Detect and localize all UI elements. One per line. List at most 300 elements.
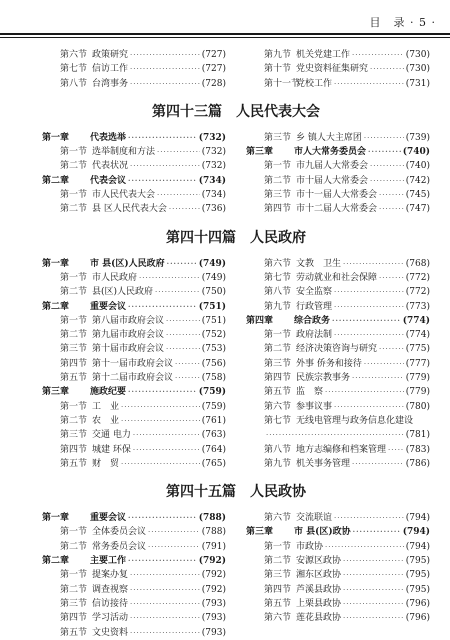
- dot-leader: [343, 597, 404, 611]
- dot-leader: [130, 583, 200, 597]
- part-name: 人民政协: [250, 484, 306, 501]
- page-number: (739): [405, 132, 430, 143]
- dot-leader: [128, 511, 197, 525]
- page-label: 目 录 · 5 ·: [369, 16, 436, 29]
- part-title: [42, 103, 430, 121]
- dot-leader: [128, 174, 197, 188]
- page-number: (788): [198, 513, 226, 524]
- toc-column-left: [42, 131, 226, 217]
- entry-number: 第十节: [264, 64, 292, 75]
- toc-section-entry[interactable]: [246, 285, 430, 299]
- page-number: (795): [405, 570, 430, 581]
- page-number: (788): [201, 527, 226, 538]
- header-rule-thin: [0, 37, 450, 38]
- entry-number: 第二节: [60, 330, 88, 341]
- toc-section-entry[interactable]: [42, 540, 226, 554]
- entry-number: 第三章: [246, 527, 274, 538]
- entry-title: 行政管理: [296, 301, 333, 312]
- entry-title: 重要会议: [90, 301, 127, 312]
- entry-title: 信访工作: [92, 64, 129, 75]
- entry-title: 市九届人大常委会: [296, 161, 369, 172]
- page-number: (740): [405, 161, 430, 172]
- part-number: 第四十五篇: [166, 484, 236, 501]
- dot-leader: [130, 568, 200, 582]
- entry-number: 第一节: [60, 190, 88, 201]
- entry-number: 第三节: [264, 190, 292, 201]
- header-rule-thick: [0, 33, 450, 35]
- entry-title: 财 贸: [92, 458, 120, 469]
- dot-leader: [128, 385, 197, 399]
- entry-title: 市十届人大常委会: [296, 175, 369, 186]
- toc-chapter-entry[interactable]: [42, 257, 226, 271]
- part-name: 人民政府: [250, 229, 306, 246]
- page-number: (727): [201, 50, 226, 60]
- dot-leader: [169, 202, 200, 216]
- entry-title: 安源区政协: [296, 556, 342, 567]
- entry-number: 第一节: [60, 147, 88, 158]
- toc-section-entry[interactable]: [42, 188, 226, 202]
- entry-title: 调查视察: [92, 584, 129, 595]
- page-number: (727): [201, 64, 226, 75]
- entry-number: 第四节: [264, 584, 292, 595]
- toc-section-entry[interactable]: [42, 328, 226, 342]
- dot-leader: [166, 314, 200, 328]
- dot-leader: [343, 568, 404, 582]
- entry-number: 第二节: [264, 175, 292, 186]
- entry-title: 县 区人民代表大会: [92, 204, 167, 215]
- entry-number: 第二节: [60, 204, 88, 215]
- toc-section-entry[interactable]: [246, 131, 430, 145]
- part-title: [42, 229, 430, 247]
- page-number: (751): [201, 315, 226, 326]
- entry-number: 第九节: [264, 458, 292, 469]
- toc-chapter-entry[interactable]: [42, 385, 226, 399]
- entry-number: 第九节: [264, 301, 292, 312]
- entry-number: 第三节: [60, 430, 88, 441]
- entry-title: 选举制度和方法: [92, 147, 156, 158]
- page-number: (752): [201, 330, 226, 341]
- page-number: (793): [201, 613, 226, 624]
- toc-section-entry[interactable]: [246, 328, 430, 342]
- dot-leader: [130, 62, 200, 76]
- entry-title: 莲花县政协: [296, 613, 342, 624]
- entry-title: 工 业: [92, 401, 120, 412]
- page-number: (758): [201, 373, 226, 384]
- dot-leader: [148, 525, 200, 539]
- page-number: (795): [405, 584, 430, 595]
- toc-block-part45: [42, 511, 430, 640]
- entry-title: 市 县(区)政协: [294, 527, 351, 538]
- page-number: (793): [201, 627, 226, 638]
- dot-leader: [121, 414, 200, 428]
- page-number: (753): [201, 344, 226, 355]
- page-number: (794): [405, 513, 430, 524]
- dot-leader: [157, 188, 200, 202]
- entry-title: 主要工作: [90, 556, 127, 567]
- part-number: 第四十四篇: [166, 229, 236, 246]
- entry-number: 第四章: [246, 315, 274, 326]
- toc-chapter-entry[interactable]: [42, 174, 226, 188]
- toc-section-entry[interactable]: [42, 48, 226, 62]
- toc-section-entry[interactable]: [42, 443, 226, 457]
- entry-number: 第一节: [264, 330, 292, 341]
- toc-section-entry[interactable]: [246, 371, 430, 385]
- toc-chapter-entry[interactable]: [246, 525, 430, 539]
- dot-leader: [334, 511, 404, 525]
- entry-title: 党史资料征集研究: [296, 64, 369, 75]
- entry-title: 机关事务管理: [296, 458, 351, 469]
- dot-leader: [352, 457, 404, 471]
- entry-number: 第一节: [264, 161, 292, 172]
- entry-title: 党校工作: [296, 78, 333, 89]
- toc-section-entry[interactable]: [42, 285, 226, 299]
- dot-leader: [130, 611, 200, 625]
- entry-number: 第二节: [264, 344, 292, 355]
- toc-section-entry[interactable]: [246, 554, 430, 568]
- entry-title: 无线电管理与政务信息化建设: [296, 415, 414, 426]
- entry-number: 第四节: [60, 358, 88, 369]
- entry-title: 综合政务: [294, 315, 331, 326]
- page-number: (763): [201, 430, 226, 441]
- page-number: (742): [405, 175, 430, 186]
- page-number: (749): [201, 272, 226, 283]
- page-number: (731): [405, 78, 430, 89]
- entry-number: 第七节: [264, 272, 292, 283]
- page-number: (786): [405, 458, 430, 469]
- page-number: (792): [201, 584, 226, 595]
- toc-section-entry[interactable]: [246, 583, 430, 597]
- dot-leader: [133, 428, 200, 442]
- entry-number: 第二节: [60, 415, 88, 426]
- toc-section-entry[interactable]: [246, 400, 430, 414]
- entry-number: 第一章: [42, 513, 70, 524]
- entry-title: 县(区)人民政府: [92, 287, 154, 298]
- toc-chapter-entry[interactable]: [246, 145, 430, 159]
- entry-number: 第二节: [264, 556, 292, 567]
- toc-block-continued: [42, 48, 430, 91]
- dot-leader: [128, 300, 197, 314]
- entry-number: 第四节: [60, 444, 88, 455]
- toc-section-entry[interactable]: [246, 511, 430, 525]
- toc-section-entry[interactable]: [246, 428, 430, 442]
- page-number: (759): [201, 401, 226, 412]
- dot-leader: [370, 62, 404, 76]
- toc-section-entry[interactable]: [42, 202, 226, 216]
- entry-number: 第三节: [264, 358, 292, 369]
- page-number: (792): [201, 570, 226, 581]
- toc-column-right: [246, 511, 430, 640]
- entry-title: 安全监察: [296, 287, 333, 298]
- page-number: (791): [201, 541, 226, 552]
- dot-leader: [334, 400, 404, 414]
- dot-leader: [353, 525, 401, 539]
- toc-section-entry[interactable]: [246, 77, 430, 91]
- part-title: [42, 483, 430, 501]
- entry-title: 市人大常务委员会: [294, 147, 367, 158]
- dot-leader: [334, 77, 404, 91]
- dot-leader: [370, 174, 404, 188]
- toc-section-entry[interactable]: [246, 597, 430, 611]
- entry-number: 第九节: [264, 50, 292, 60]
- toc-section-entry[interactable]: [42, 597, 226, 611]
- entry-title: 政府法制: [296, 330, 333, 341]
- toc-section-entry[interactable]: [42, 271, 226, 285]
- entry-number: 第一节: [60, 315, 88, 326]
- dot-leader: [175, 357, 200, 371]
- entry-number: 第四节: [264, 204, 292, 215]
- entry-number: 第二节: [60, 541, 88, 552]
- toc-chapter-entry[interactable]: [42, 131, 226, 145]
- page-number: (792): [198, 556, 226, 567]
- page-header: [0, 0, 450, 36]
- entry-title: 监 察: [296, 387, 324, 398]
- toc-section-entry[interactable]: [246, 257, 430, 271]
- entry-title: 第八届市政府会议: [92, 315, 165, 326]
- toc-section-entry[interactable]: [246, 443, 430, 457]
- dot-leader: [379, 202, 404, 216]
- toc-section-entry[interactable]: [246, 202, 430, 216]
- part-number: 第四十三篇: [152, 103, 222, 120]
- page-number: (781): [405, 430, 430, 441]
- entry-number: 第二节: [60, 287, 88, 298]
- page-number: (756): [201, 358, 226, 369]
- entry-number: 第六节: [60, 50, 88, 60]
- entry-title: 市十二届人大常委会: [296, 204, 378, 215]
- toc-section-entry[interactable]: [246, 48, 430, 62]
- dot-leader: [388, 443, 404, 457]
- dot-leader: [166, 342, 200, 356]
- entry-title: 市 县(区)人民政府: [90, 258, 165, 269]
- dot-leader: [121, 457, 200, 471]
- toc-section-entry[interactable]: [42, 314, 226, 328]
- dot-leader: [155, 285, 200, 299]
- entry-number: 第一章: [42, 258, 70, 269]
- entry-number: 第三章: [246, 147, 274, 158]
- entry-number: 第三节: [60, 598, 88, 609]
- dot-leader: [130, 48, 200, 62]
- dot-leader: [343, 554, 404, 568]
- entry-number: 第八节: [264, 444, 292, 455]
- toc-section-entry[interactable]: [42, 457, 226, 471]
- page-number: (779): [405, 387, 430, 398]
- toc-chapter-entry[interactable]: [42, 300, 226, 314]
- entry-title: 市十一届人大常委会: [296, 190, 378, 201]
- toc-chapter-entry[interactable]: [42, 511, 226, 525]
- entry-title: 参事议事: [296, 401, 333, 412]
- dot-leader: [266, 428, 404, 442]
- entry-number: 第七节: [264, 415, 292, 426]
- dot-leader: [133, 443, 200, 457]
- entry-title: 外事 侨务和接待: [296, 358, 362, 369]
- entry-title: 重要会议: [90, 513, 127, 524]
- entry-number: 第一节: [60, 272, 88, 283]
- toc-column-right: [246, 257, 430, 471]
- page-number: (795): [405, 556, 430, 567]
- toc-section-entry[interactable]: [42, 400, 226, 414]
- dot-leader: [368, 145, 401, 159]
- entry-number: 第四节: [60, 613, 88, 624]
- toc-column-left: [42, 48, 226, 91]
- page-number: (734): [201, 190, 226, 201]
- dot-leader: [334, 328, 404, 342]
- entry-number: 第三节: [264, 132, 292, 143]
- entry-title: 信访接待: [92, 598, 129, 609]
- entry-title: 代表选举: [90, 132, 127, 143]
- entry-title: 常务委员会议: [92, 541, 147, 552]
- page-number: (796): [405, 598, 430, 609]
- toc-section-entry[interactable]: [246, 174, 430, 188]
- page-number: (780): [405, 401, 430, 412]
- entry-number: 第二章: [42, 301, 70, 312]
- entry-number: 第六节: [264, 513, 292, 524]
- page-number: (779): [405, 373, 430, 384]
- page-number: (730): [405, 64, 430, 75]
- toc-section-entry[interactable]: [42, 145, 226, 159]
- page-number: (765): [201, 458, 226, 469]
- entry-number: 第二章: [42, 175, 70, 186]
- dot-leader: [332, 314, 401, 328]
- toc-section-entry[interactable]: [246, 159, 430, 173]
- entry-number: 第一节: [60, 401, 88, 412]
- entry-title: 农 业: [92, 415, 120, 426]
- entry-title: 民族宗教事务: [296, 373, 351, 384]
- toc-column-right: [246, 48, 430, 91]
- page-number: (773): [405, 301, 430, 312]
- page-number: (759): [198, 387, 226, 398]
- page-number: (774): [402, 315, 430, 326]
- toc-section-entry[interactable]: [246, 457, 430, 471]
- toc-column-left: [42, 511, 226, 640]
- toc-section-entry[interactable]: [246, 62, 430, 76]
- entry-title: 文史资料: [92, 627, 129, 638]
- entry-title: 劳动就业和社会保障: [296, 272, 378, 283]
- entry-number: 第三章: [42, 387, 70, 398]
- toc-section-entry[interactable]: [246, 342, 430, 356]
- page-number: (750): [201, 287, 226, 298]
- dot-leader: [379, 342, 404, 356]
- entry-number: 第一节: [60, 570, 88, 581]
- entry-title: 城建 环保: [92, 444, 131, 455]
- dot-leader: [343, 611, 404, 625]
- dot-leader: [121, 400, 200, 414]
- toc-section-entry[interactable]: [42, 568, 226, 582]
- toc-section-entry[interactable]: [42, 414, 226, 428]
- toc-block-part43: [42, 131, 430, 217]
- toc-section-entry[interactable]: [42, 428, 226, 442]
- entry-title: 第十二届市政府会议: [92, 373, 174, 384]
- toc-column-left: [42, 257, 226, 471]
- entry-number: 第二章: [42, 556, 70, 567]
- entry-title: 提案办复: [92, 570, 129, 581]
- toc-section-entry[interactable]: [246, 300, 430, 314]
- toc-section-entry[interactable]: [246, 385, 430, 399]
- dot-leader: [167, 257, 197, 271]
- entry-title: 市政协: [296, 541, 324, 552]
- toc-section-entry[interactable]: [42, 371, 226, 385]
- page-number: (728): [201, 78, 226, 89]
- page-number: (732): [201, 147, 226, 158]
- entry-title: 第十一届市政府会议: [92, 358, 174, 369]
- entry-number: 第三节: [60, 344, 88, 355]
- toc-section-entry[interactable]: [246, 611, 430, 625]
- dot-leader: [139, 271, 200, 285]
- toc-section-entry[interactable]: [246, 540, 430, 554]
- toc-section-entry[interactable]: [246, 414, 430, 428]
- toc-section-entry[interactable]: [246, 568, 430, 582]
- toc-section-entry[interactable]: [42, 525, 226, 539]
- toc-section-entry[interactable]: [42, 583, 226, 597]
- dot-leader: [343, 583, 404, 597]
- entry-number: 第十一节: [264, 78, 301, 89]
- toc-section-entry[interactable]: [42, 159, 226, 173]
- entry-number: 第七节: [60, 64, 88, 75]
- entry-title: 地方志编修和档案管理: [296, 444, 387, 455]
- page-number: (736): [201, 204, 226, 215]
- toc-section-entry[interactable]: [42, 357, 226, 371]
- entry-title: 经济决策咨询与研究: [296, 344, 378, 355]
- page-number: (793): [201, 598, 226, 609]
- toc-chapter-entry[interactable]: [42, 554, 226, 568]
- entry-number: 第六节: [264, 613, 292, 624]
- toc-section-entry[interactable]: [42, 626, 226, 640]
- toc-section-entry[interactable]: [42, 342, 226, 356]
- entry-number: 第五节: [264, 598, 292, 609]
- page-number: (783): [405, 444, 430, 455]
- dot-leader: [130, 77, 200, 91]
- page-number: (734): [198, 175, 226, 186]
- dot-leader: [175, 371, 200, 385]
- page-number: (794): [405, 541, 430, 552]
- dot-leader: [148, 540, 200, 554]
- toc-section-entry[interactable]: [42, 611, 226, 625]
- entry-number: 第五节: [264, 387, 292, 398]
- page-number: (747): [405, 204, 430, 215]
- entry-number: 第六节: [264, 401, 292, 412]
- entry-number: 第三节: [264, 570, 292, 581]
- entry-title: 乡 镇人大主席团: [296, 132, 362, 143]
- entry-title: 台湾事务: [92, 78, 129, 89]
- toc-section-entry[interactable]: [42, 62, 226, 76]
- page-number: (732): [201, 161, 226, 172]
- entry-title: 政策研究: [92, 50, 129, 60]
- dot-leader: [157, 145, 200, 159]
- toc-content: [42, 48, 430, 640]
- toc-section-entry[interactable]: [246, 188, 430, 202]
- entry-title: 芦溪县政协: [296, 584, 342, 595]
- toc-block-part44: [42, 257, 430, 471]
- entry-number: 第五节: [60, 627, 88, 638]
- toc-column-right: [246, 131, 430, 217]
- dot-leader: [334, 285, 404, 299]
- dot-leader: [130, 159, 200, 173]
- entry-title: 文教 卫生: [296, 258, 342, 269]
- dot-leader: [343, 257, 404, 271]
- toc-section-entry[interactable]: [246, 271, 430, 285]
- entry-title: 第十届市政府会议: [92, 344, 165, 355]
- page-number: (751): [198, 301, 226, 312]
- page-number: (796): [405, 613, 430, 624]
- page-number: (730): [405, 50, 430, 60]
- page-number: (774): [405, 330, 430, 341]
- toc-chapter-entry[interactable]: [246, 314, 430, 328]
- entry-title: 市人民代表大会: [92, 190, 156, 201]
- entry-number: 第八节: [264, 287, 292, 298]
- toc-section-entry[interactable]: [246, 357, 430, 371]
- entry-number: 第二节: [60, 584, 88, 595]
- page-number: (740): [402, 147, 430, 158]
- toc-section-entry[interactable]: [42, 77, 226, 91]
- page-number: (749): [198, 258, 226, 269]
